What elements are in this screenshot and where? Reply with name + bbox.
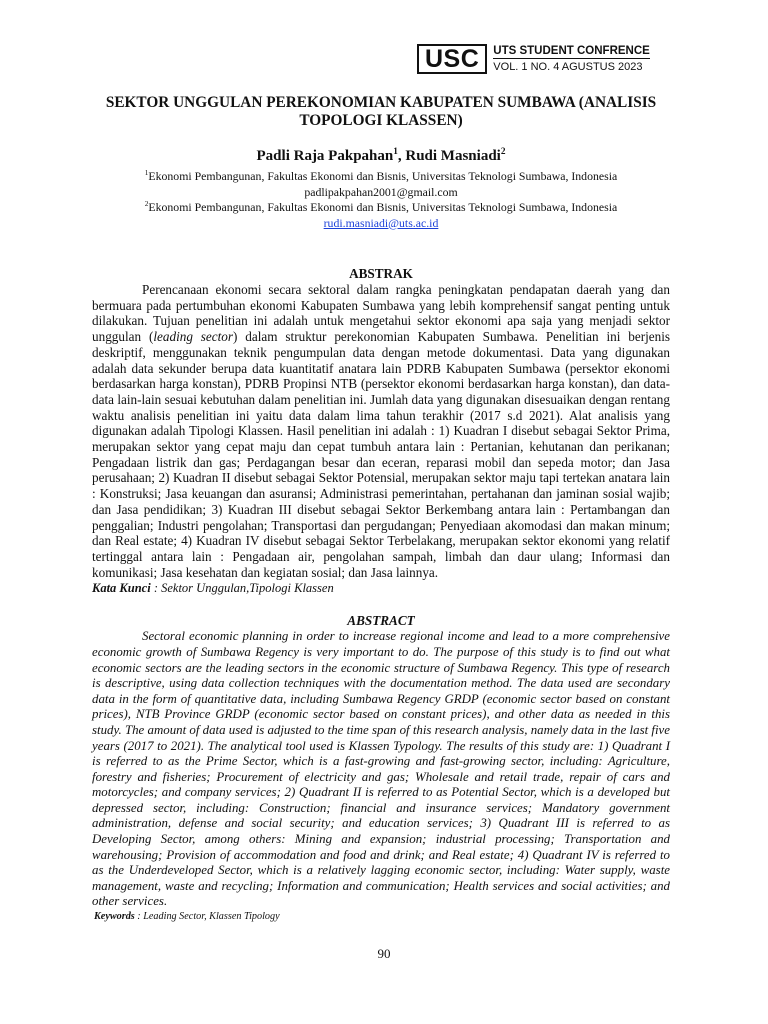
author-2: Rudi Masniadi [405,148,501,164]
abstrak-keywords-label: Kata Kunci [92,581,151,596]
abstract-body: Sectoral economic planning in order to increase regional income and lead to a more comprehensive economic growth of Sumbawa Regency is very important to do. The purpose of this study is to find out what economic sectors are the leading sectors in the economic structure of Sumbawa Regency. This type of research is descriptive, using data collection techniques with the documentation method. The data used are secondary data in the form of quantitative data, including Sumbawa Regency GRDP (economic sector based on constant prices), NTB Province GRDP (economic sector based on constant prices), and other data as needed in this study. The amount of data used is adjusted to the time span of this research analysis, namely data in the last five years (2017 to 2021). The analytical tool used is Klassen Typology. The results of this study are: 1) Quadrant I is referred to as the Prime Sector, which is a fast-growing and fast-growing sector, including: Agriculture, forestry and fisheries; Procurement of electricity and gas; Wholesale and retail trade, repair of cars and motorcycles; and company services; 2) Quadrant II is referred to as Potential Sector, which is a developed but depressed sector, including: Construction; financial and insurance services; Mandatory government administration, defense and social security; and education services; 3) Quadrant III is referred to as Developing Sector, among others: Mining and expansion; industrial processing; Transportation and warehousing; Provision of accommodation and food and drink; and Real estate; 4) Quadrant IV is referred to as the Underdeveloped Sector, which is a relatively lagging economic sector, including: Water supply, waste management, waste and recycling; Information and communication; Health services and social activities; and other services. [92,629,671,909]
abstrak-heading: ABSTRAK [349,266,413,281]
abstract-keywords [92,910,670,923]
affiliation-1-sup: 1 [144,168,149,178]
email-1: padlipakpahan2001@gmail.com [304,184,458,199]
author-separator: , [397,148,406,164]
affiliation-2-sup: 2 [144,199,149,209]
affiliation-1-text: Ekonomi Pembangunan, Fakultas Ekonomi dan Bisnis, Universitas Teknologi Sumbawa, Indonesia [148,169,618,183]
author-2-sup: 2 [500,147,506,157]
conference-volume: VOL. 1 NO. 4 AGUSTUS 2023 [493,61,643,73]
article-content [92,94,670,923]
abstrak-body-italic: leading sector [153,329,234,345]
affiliation-1 [92,169,670,185]
abstrak-body [92,282,670,580]
conference-badge [417,44,650,74]
conference-name: UTS STUDENT CONFRENCE [493,45,650,57]
abstrak-body-part1: Perencanaan ekonomi secara sektoral dalam rangka peningkatan pendapatan daerah yang dan bermuara pada pertumbuhan ekonomi Kabupaten Sumbawa yang lebih komprehensif sangat penting untuk dilakukan. Tujuan penelitian ini adalah untuk mengetahui sektor ekonomi apa saja yang menjadi sektor unggulan ( [92,282,670,345]
email-2-line [92,216,670,232]
author-1: Padli Raja Pakpahan [256,148,394,164]
abstrak-keywords [92,580,670,596]
abstrak-body-part2: ) dalam struktur perekonomian Kabupaten Sumbawa. Penelitian ini berjenis deskriptif, menggunakan teknik pengumpulan data dengan metode dokumentasi. Data yang digunakan adalah data sekunder berupa data kuantitatif anatara lain PDRB Kabupaten Sumbawa (persektor ekonomi berdasarkan harga konstan), PDRB Propinsi NTB (persektor ekonomi berdasarkan harga konstan), dan data-data lain-lain sesuai kebutuhan dalam penelitian ini. Jumlah data yang digunakan disesuaikan dengan rentang waktu analisis penelitian ini yaitu data dalam lima tahun terakhir (2017 s.d 2021). Alat analisis yang digunakan adalah Tipologi Klassen. Hasil penelitian ini adalah : 1) Kuadran I disebut sebagai Sektor Prima, merupakan sektor yang cepat maju dan cepat tumbuh antara lain : Pertanian, kehutanan dan perikanan; Pengadaan listrik dan gas; Perdagangan besar dan eceran, reparasi mobil dan sepeda motor; dan Jasa perusahaan; 2) Kuadran II disebut sebagai Sektor Potensial, merupakan sektor maju tapi tertekan anatara lain : Konstruksi; Jasa keuangan dan asuransi; Administrasi pemerintahan, pertahanan dan jaminan sosial wajib; dan Jasa pendidikan; 3) Kuadran III disebut sebagai Sektor Berkembang antara lain : Pertambangan dan penggalian; Industri pengolahan; Transportasi dan pergudangan; Penyediaan akomodasi dan makan minum; dan Real estate; 4) Kuadran IV disebut sebagai Sektor Terbelakang, merupakan sektor ekonomi yang relatif tertinggal antara lain : Pengadaan air, pengolahan sampah, limbah dan daur ulang; Informasi dan komunikasi; Jasa kesehatan dan kegiatan sosial; dan Jasa lainnya. [92,329,670,580]
abstract-heading: ABSTRACT [347,613,415,629]
page-number: 90 [377,946,391,961]
affiliations [92,169,670,231]
affiliation-2 [92,200,670,216]
usc-logo: USC [417,44,487,74]
conference-info [493,44,650,74]
abstract-keywords-value: : Leading Sector, Klassen Tipology [134,911,280,923]
article-title: SEKTOR UNGGULAN PEREKONOMIAN KABUPATEN SUMBAWA (ANALISIS TOPOLOGI KLASSEN) [105,94,657,129]
author-1-sup: 1 [393,147,398,157]
abstrak-keywords-value: : Sektor Unggulan,Tipologi Klassen [150,581,334,596]
abstract-keywords-label: Keywords [94,911,135,923]
email-2-link[interactable]: rudi.masniadi@uts.ac.id [323,215,439,230]
author-line [92,147,670,165]
affiliation-2-text: Ekonomi Pembangunan, Fakultas Ekonomi dan Bisnis, Universitas Teknologi Sumbawa, Indonesia [148,200,618,214]
